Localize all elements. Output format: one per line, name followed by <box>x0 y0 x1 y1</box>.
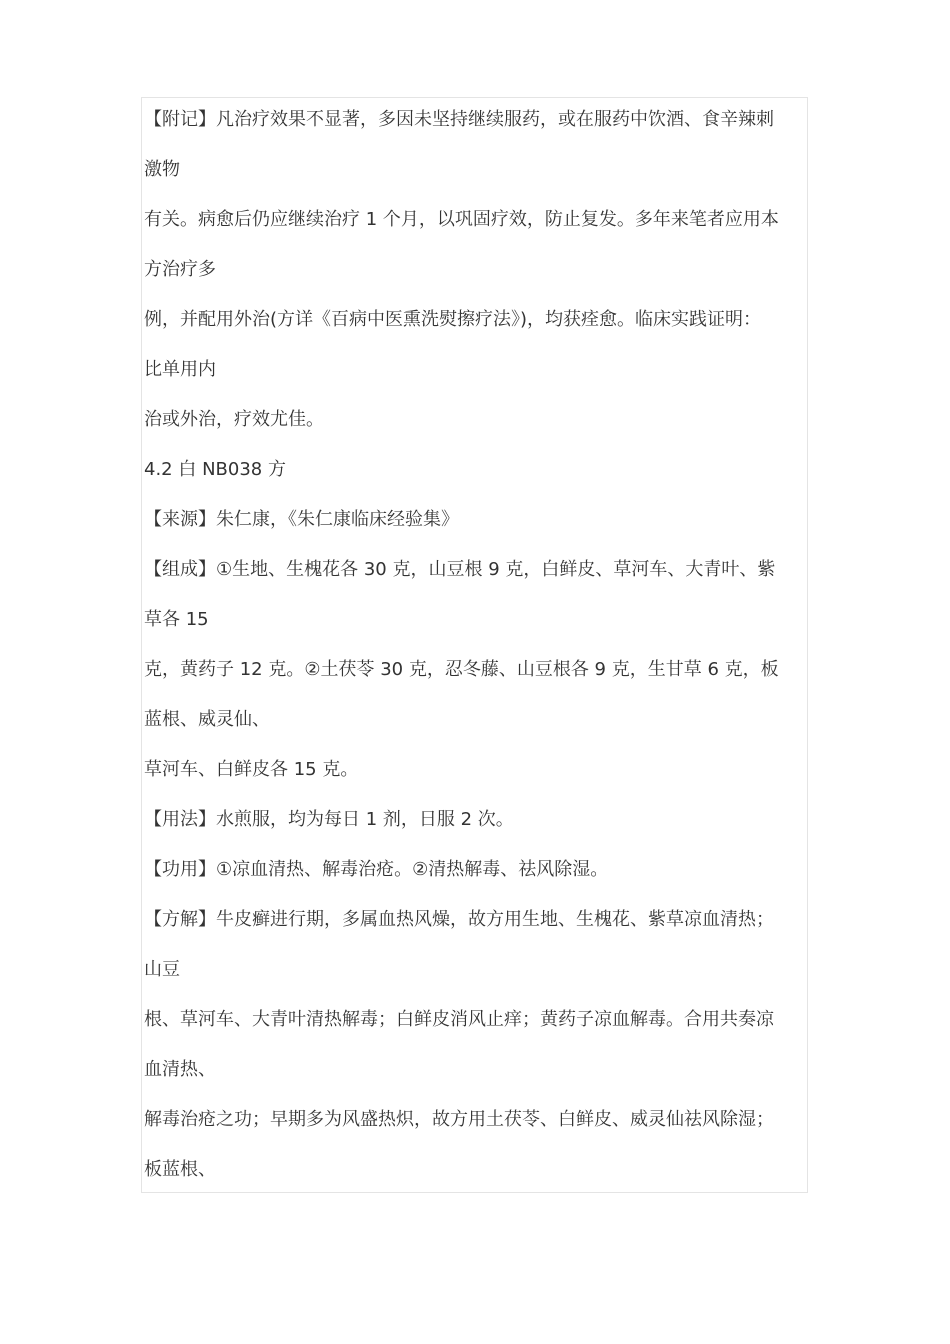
text-line: 【方解】牛皮癣进行期，多属血热风燥，故方用生地、生槐花、紫草凉血清热； <box>144 909 774 930</box>
text-line: 草各 15 <box>144 609 209 630</box>
text-line: 草河车、白鲜皮各 15 克。 <box>144 759 359 780</box>
text-line: 根、草河车、大青叶清热解毒；白鲜皮消风止痒；黄药子凉血解毒。合用共奏凉 <box>144 1009 774 1030</box>
text-line: 方治疗多 <box>144 259 216 280</box>
document-body <box>144 95 844 1195</box>
text-line: 山豆 <box>144 959 180 980</box>
text-line: 【来源】朱仁康，《朱仁康临床经验集》 <box>144 509 459 530</box>
text-line: 板蓝根、 <box>144 1159 216 1180</box>
text-line: 治或外治，疗效尤佳。 <box>144 409 324 430</box>
text-line: 克，黄药子 12 克。②土茯苓 30 克，忍冬藤、山豆根各 9 克，生甘草 6 克，板 <box>144 659 779 680</box>
section-heading: 4.2 白 NB038 方 <box>144 459 286 480</box>
text-line: 【组成】①生地、生槐花各 30 克，山豆根 9 克，白鲜皮、草河车、大青叶、紫 <box>144 559 776 580</box>
text-line: 有关。病愈后仍应继续治疗 1 个月，以巩固疗效，防止复发。多年来笔者应用本 <box>144 209 779 230</box>
text-line: 【功用】①凉血清热、解毒治疮。②清热解毒、祛风除湿。 <box>144 859 609 880</box>
text-line: 激物 <box>144 159 180 180</box>
text-line: 蓝根、威灵仙、 <box>144 709 270 730</box>
text-line: 【附记】凡治疗效果不显著，多因未坚持继续服药，或在服药中饮酒、食辛辣刺 <box>144 109 774 130</box>
text-line: 解毒治疮之功；早期多为风盛热炽，故方用土茯苓、白鲜皮、威灵仙祛风除湿； <box>144 1109 774 1130</box>
text-line: 【用法】水煎服，均为每日 1 剂，日服 2 次。 <box>144 809 514 830</box>
text-line: 血清热、 <box>144 1059 216 1080</box>
text-line: 比单用内 <box>144 359 216 380</box>
text-line: 例，并配用外治(方详《百病中医熏洗熨擦疗法》)，均获痊愈。临床实践证明： <box>144 309 762 330</box>
